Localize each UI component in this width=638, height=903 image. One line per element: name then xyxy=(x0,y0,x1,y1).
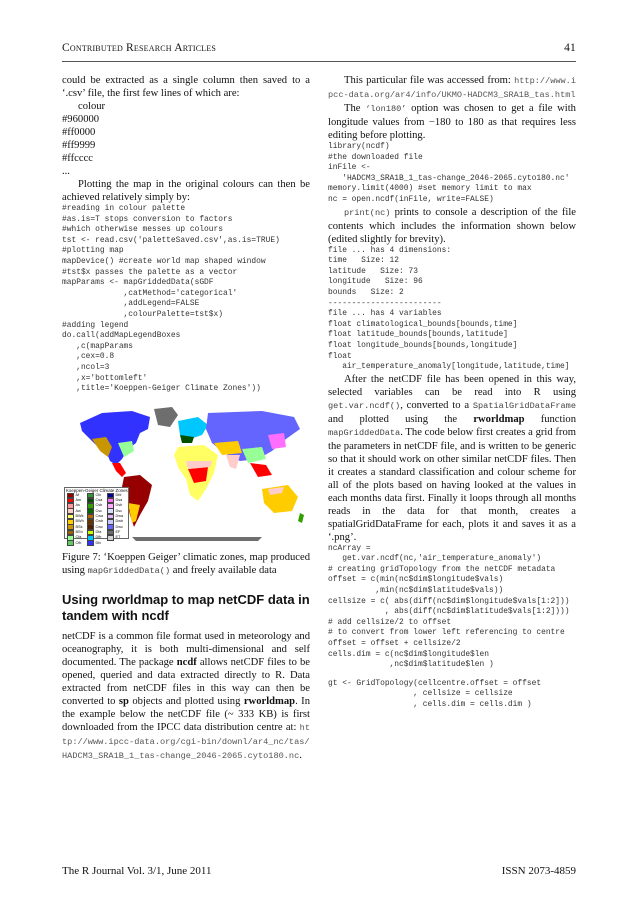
legend-code: BSh xyxy=(75,529,83,534)
inline-code-lon180: ‘lon180’ xyxy=(365,104,407,114)
antarctica-landmass xyxy=(132,537,262,541)
section-heading: Using rworldmap to map netCDF data in tandem with ncdf xyxy=(62,591,310,623)
journal-section-title: Contributed Research Articles xyxy=(62,42,217,54)
text-run: . xyxy=(299,749,302,761)
legend-entry xyxy=(67,540,86,545)
code-block-get-var: ncArray = get.var.ncdf(nc,'air_temperature_anomaly') xyxy=(328,543,542,564)
page-number: 41 xyxy=(564,42,576,54)
inline-code-print: print(nc) xyxy=(344,207,391,218)
text-run: and plotted using the xyxy=(328,413,474,425)
legend-code: Csc xyxy=(95,508,103,513)
legend-code: Cwa xyxy=(95,514,104,519)
ipcc-download-link[interactable]: http://www.ipcc-data.org/cgi-bin/downl/ar4_nc/tas/HADCM3_SRA1B_1_tas-change_2046-2065.cyto180.nc xyxy=(62,722,310,761)
page-header xyxy=(62,42,576,58)
text-run: After the netCDF file has been opened in this way, selected variables can be read into R using xyxy=(328,373,576,398)
right-paragraph-2 xyxy=(328,102,576,142)
legend-code: ET xyxy=(115,535,121,540)
text-run: function xyxy=(524,413,576,425)
legend-code: EF xyxy=(115,529,121,534)
legend-code: Dwa xyxy=(115,514,124,519)
issn: ISSN 2073-4859 xyxy=(501,865,576,877)
package-name-rworldmap: rworldmap xyxy=(243,695,296,707)
legend-code: Dfa xyxy=(95,529,102,534)
left-paragraph-2: Plotting the map in the original colours can then be achieved relatively simply by: xyxy=(62,179,310,203)
legend-title: Koeppen-Geiger Climate Zones xyxy=(66,487,128,493)
package-name-sp: sp xyxy=(118,695,129,707)
legend-code: Af xyxy=(75,492,80,497)
left-column xyxy=(62,74,310,763)
legend-code: As xyxy=(75,503,80,508)
journal-issue: The R Journal Vol. 3/1, June 2011 xyxy=(62,865,212,877)
csv-preview xyxy=(62,100,310,178)
legend-code: Dsc xyxy=(115,508,123,513)
csv-line: #ff9999 xyxy=(62,140,96,151)
code-block-read-palette: #reading in colour palette #as.is=T stops conversion to factors #which otherwise messes up colours tst <- read.csv('paletteSaved.csv',as.is=TRUE) xyxy=(62,204,280,245)
text-run: The xyxy=(344,103,366,114)
text-run: . The code below first creates a grid from the parameters in netCDF file, and is written to be generic so that it should work on other similar netCDF files. Then it creates a standard classification and colour scheme for all of the plots based on having looked at the values in each months data first. Finally it loops through all months reads in the data for that month, creates a spatialGridDataFrame for each, plots it and saves it as a ‘.png’. xyxy=(328,426,576,543)
legend-code: Csa xyxy=(95,498,103,503)
legend-code: Am xyxy=(75,498,82,503)
legend-code: Dfd xyxy=(115,492,122,497)
text-run: option was chosen to get a file with longitude values from −180 to 180 as that requires less editing before plotting. xyxy=(328,103,576,141)
csv-line: #960000 xyxy=(62,114,100,125)
legend-code: Dfb xyxy=(95,535,102,540)
left-paragraph-3 xyxy=(62,630,310,763)
code-block-ncdf-summary: file ... has 4 dimensions: time Size: 12 latitude Size: 73 longitude Size: 96 bounds Size: 2 ------------------------ file ... has 4 variables float climatological_bounds[bounds,time] float latitude_bounds[bounds,latitude] float longitude_bounds[bounds,longitude] float air_temperature_anomaly[longitude,latitude,time] xyxy=(328,245,570,372)
legend-code: BWk xyxy=(75,514,84,519)
legend-grid xyxy=(65,493,128,546)
text-run: objects and plotted using xyxy=(128,695,244,707)
csv-line: colour xyxy=(78,101,106,112)
legend-code: Cfb xyxy=(75,540,82,545)
legend-entry xyxy=(87,540,106,545)
legend-code: Cfc xyxy=(95,492,102,497)
koeppen-map-figure xyxy=(62,403,310,545)
text-run: prints to console a description of the file contents which includes the information shown below (edited slightly for brevity). xyxy=(328,206,576,245)
legend-code: Cwb xyxy=(95,519,104,524)
text-run: allows netCDF files to be opened, queried and data extracted directly to R. Data extracted from netCDF files in this way can then be converted to xyxy=(62,656,310,707)
legend-code: Aw xyxy=(75,508,81,513)
code-block-open-ncdf: library(ncdf) #the downloaded file inFile <- 'HADCM3_SRA1B_1_tas-change_2046-2065.cyto180.nc' memory.limit(4000) #set memory limit to max nc = open.ncdf(inFile, write=FALSE) xyxy=(328,142,570,204)
caption-code: mapGriddedData() xyxy=(87,565,171,576)
code-block-grid-topology: # creating gridTopology from the netCDF metadata offset = c(min(nc$dim$longitude$vals) ,min(nc$dim$latitude$vals)) cellsize = c( abs(diff(nc$dim$longitude$vals[1:2])) , abs(diff(nc$dim$latitude$vals[1:2]))) # add cellsize/2 to offset # to convert from lower left referencing to centre offset = offset + cellsize/2 cells.dim = c(nc$dim$longitude$len ,nc$dim$latitude$len ) xyxy=(328,564,570,670)
ipcc-info-link[interactable]: http://www.ipcc-data.org/ar4/info/UKMO-HADCM3_SRA1B_tas.html xyxy=(328,76,576,100)
legend-code: Dwb xyxy=(115,519,124,524)
header-rule xyxy=(62,61,576,62)
legend-code: Dsb xyxy=(115,503,123,508)
csv-line: #ffcccc xyxy=(62,153,93,164)
legend-code: Csb xyxy=(95,503,103,508)
csv-line: #ff0000 xyxy=(62,127,96,138)
right-paragraph-3 xyxy=(328,206,576,246)
text-run: . In the example below the netCDF file (~ 333 KB) is first downloaded from the IPCC data distribution centre at: xyxy=(62,695,310,733)
code-block-plot-map: #plotting map mapDevice() #create world map shaped window #tst$x passes the palette as a vector mapParams <- mapGriddedData(sGDF ,catMethod='categorical' ,addLegend=FALSE ,colourPalette=tst$x) #adding legend do.call(addMapLegendBoxes ,c(mapParams ,cex=0.8 ,ncol=3 ,x='bottomleft' ,title='Koeppen-Geiger Climate Zones')) xyxy=(62,246,266,394)
legend-swatch xyxy=(67,540,74,546)
caption-text-end: and freely available data xyxy=(170,564,277,576)
right-paragraph-1 xyxy=(328,74,576,102)
right-column xyxy=(328,74,576,711)
text-run: , converted to a xyxy=(400,399,473,411)
caption-text: Figure 7: ‘Koeppen Geiger’ climatic zones, map produced using xyxy=(62,551,310,576)
code-block-gt: gt <- GridTopology(cellcentre.offset = offset , cellsize = cellsize , cells.dim = cells.dim ) xyxy=(328,678,542,709)
climate-legend xyxy=(64,487,129,545)
legend-code: BSk xyxy=(75,524,83,529)
legend-code: Dfc xyxy=(95,540,102,545)
csv-line: ... xyxy=(62,166,70,177)
package-name-rworldmap: rworldmap xyxy=(473,413,525,425)
legend-code: Dsa xyxy=(115,498,123,503)
legend-code: BWh xyxy=(75,519,84,524)
text-run: This particular file was accessed from: xyxy=(344,75,515,86)
package-name-ncdf: ncdf xyxy=(176,656,197,668)
legend-code: Cfa xyxy=(75,535,82,540)
inline-code-mapgridded: mapGriddedData xyxy=(328,427,401,438)
legend-entry xyxy=(107,540,126,545)
inline-code-get-var: get.var.ncdf() xyxy=(328,400,401,411)
right-paragraph-4 xyxy=(328,373,576,544)
inline-code-sgdf: SpatialGridDataFrame xyxy=(472,400,576,411)
legend-code: Dwc xyxy=(115,524,123,529)
text-run: netCDF is a common file format used in meteorology and oceanography, it is both multi-dimensional and self documented. The package xyxy=(62,630,310,668)
legend-code: Cwc xyxy=(95,524,103,529)
left-paragraph-1: could be extracted as a single column then saved to a ‘.csv’ file, the first few lines of which are: xyxy=(62,75,310,99)
figure-caption xyxy=(62,551,310,578)
legend-swatch xyxy=(87,540,94,546)
